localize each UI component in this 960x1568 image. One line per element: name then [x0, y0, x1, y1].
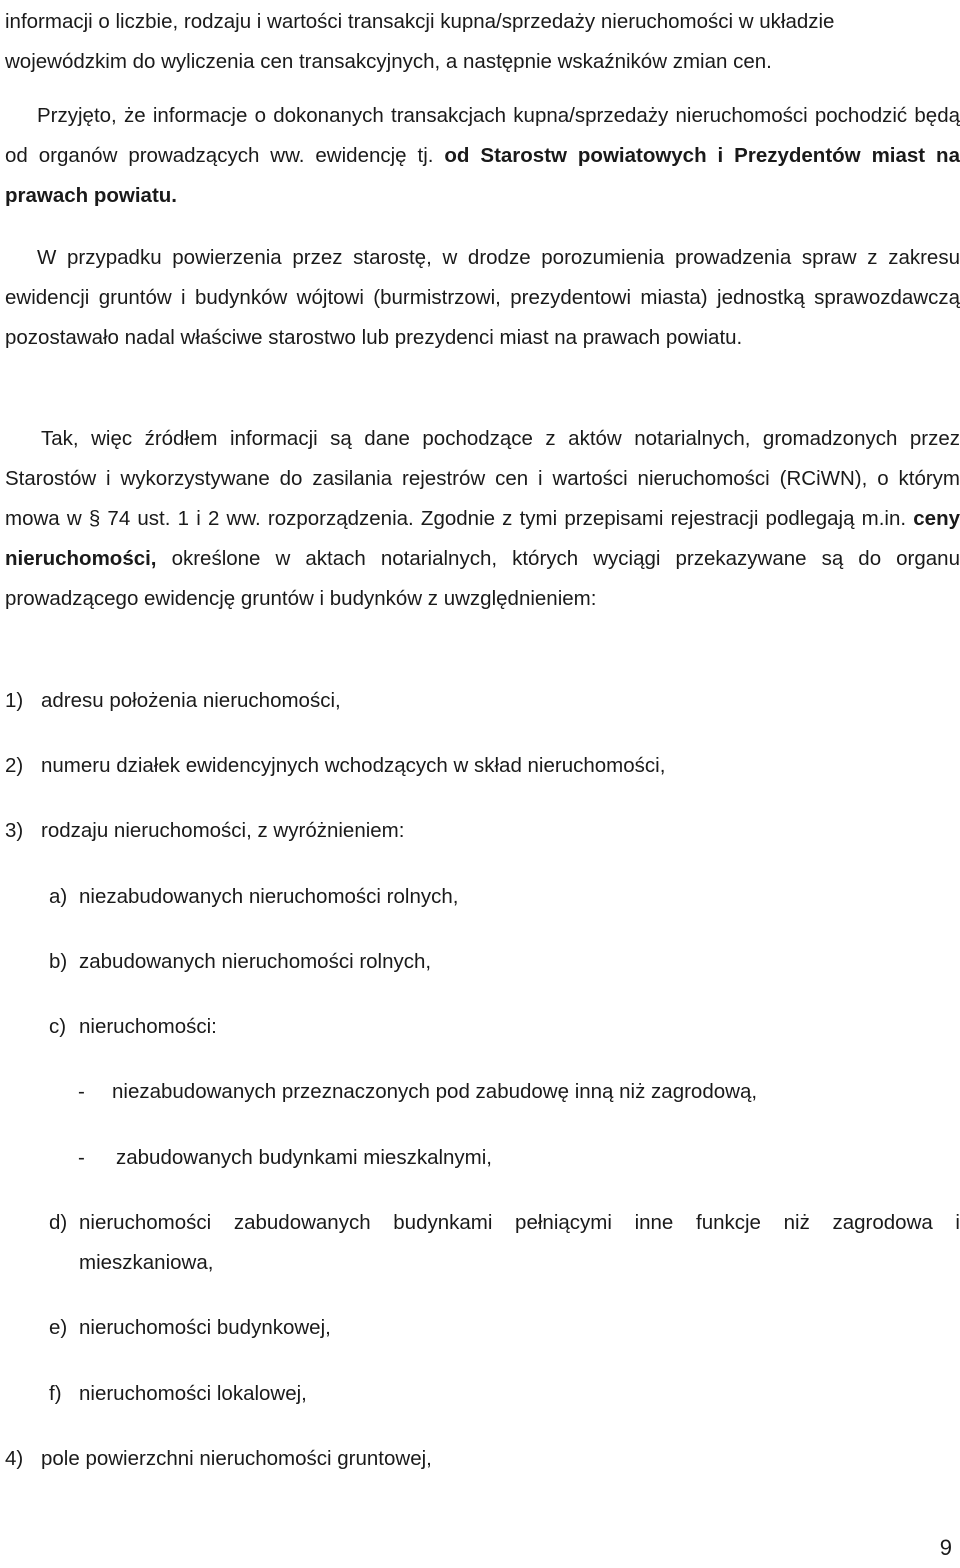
dash-marker: - [78, 1146, 85, 1169]
sublist-letter: f) [49, 1382, 62, 1405]
sublist-letter: d) [49, 1211, 68, 1234]
page-number: 9 [939, 1535, 952, 1560]
intro-line-2: wojewódzkim do wyliczenia cen transakcyjnych, a następnie wskaźników zmian cen. [5, 50, 772, 73]
list-item-2 [5, 746, 665, 786]
list-item-4 [5, 1439, 432, 1479]
list-text: rodzaju nieruchomości, z wyróżnieniem: [41, 819, 405, 842]
sublist-text: niezabudowanych nieruchomości rolnych, [79, 885, 459, 908]
sublist-text: zabudowanych nieruchomości rolnych, [79, 950, 432, 973]
paragraph-delegation [5, 238, 960, 358]
sublist-item-d [79, 1203, 960, 1283]
list-text: numeru działek ewidencyjnych wchodzących w skład nieruchomości, [41, 754, 666, 777]
sources-bold: od Starostw powiatowych i Prezydentów miast na prawach powiatu. [5, 144, 960, 207]
data-source-text-1: Tak, więc źródłem informacji są dane pochodzące z aktów notarialnych, gromadzonych przez Starostów i wykorzystywane do zasilania rejestrów cen i wartości nieruchomości (RCiWN), o którym mowa w § 74 ust. 1 i 2 ww. rozporządzenia. Zgodnie z tymi przepisami rejestracji podlegają m.in. [5, 427, 960, 530]
list-number: 3) [5, 819, 24, 842]
sublist-item-c [49, 1007, 217, 1047]
list-number: 1) [5, 689, 24, 712]
list-item-3 [5, 811, 404, 851]
paragraph-data-source [5, 419, 960, 619]
list-item-1 [5, 681, 341, 721]
sublist-item-d-marker [49, 1203, 67, 1243]
dash-item-2 [78, 1138, 492, 1178]
list-number: 4) [5, 1447, 24, 1470]
sublist-text: nieruchomości budynkowej, [79, 1316, 331, 1339]
sublist-letter: c) [49, 1015, 67, 1038]
list-text: adresu położenia nieruchomości, [41, 689, 341, 712]
sublist-text: nieruchomości: [79, 1015, 217, 1038]
sublist-letter: a) [49, 885, 68, 908]
sublist-item-e [49, 1308, 331, 1348]
sublist-item-f [49, 1374, 307, 1414]
sublist-text: nieruchomości lokalowej, [79, 1382, 307, 1405]
data-source-bold: ceny nieruchomości, [5, 507, 960, 570]
list-text: pole powierzchni nieruchomości gruntowej, [41, 1447, 432, 1470]
paragraph-sources [5, 96, 960, 216]
sublist-item-a [49, 877, 458, 917]
paragraph-intro [5, 2, 960, 82]
sublist-letter: e) [49, 1316, 68, 1339]
list-number: 2) [5, 754, 24, 777]
data-source-text-2: określone w aktach notarialnych, których wyciągi przekazywane są do organu prowadzącego ewidencję gruntów i budynków z uwzględnieniem: [5, 547, 960, 610]
dash-marker: - [78, 1080, 85, 1103]
sublist-letter: b) [49, 950, 68, 973]
sources-text: Przyjęto, że informacje o dokonanych transakcjach kupna/sprzedaży nieruchomości pochodzić będą od organów prowadzących ww. ewidencję tj. [5, 104, 960, 167]
dash-item-1 [78, 1072, 757, 1112]
dash-text: zabudowanych budynkami mieszkalnymi, [116, 1146, 493, 1169]
delegation-text: W przypadku powierzenia przez starostę, w drodze porozumienia prowadzenia spraw z zakresu ewidencji gruntów i budynków wójtowi (burmistrzowi, prezydentowi miasta) jednostką sprawozdawczą pozostawało nadal właściwe starostwo lub prezydenci miast na prawach powiatu. [5, 246, 960, 349]
dash-text: niezabudowanych przeznaczonych pod zabudowę inną niż zagrodową, [112, 1080, 758, 1103]
intro-line-1: informacji o liczbie, rodzaju i wartości transakcji kupna/sprzedaży nieruchomości w układzie [5, 10, 835, 33]
sublist-item-b [49, 942, 431, 982]
sublist-text: nieruchomości zabudowanych budynkami pełniącymi inne funkcje niż zagrodowa i mieszkaniowa, [79, 1211, 960, 1274]
